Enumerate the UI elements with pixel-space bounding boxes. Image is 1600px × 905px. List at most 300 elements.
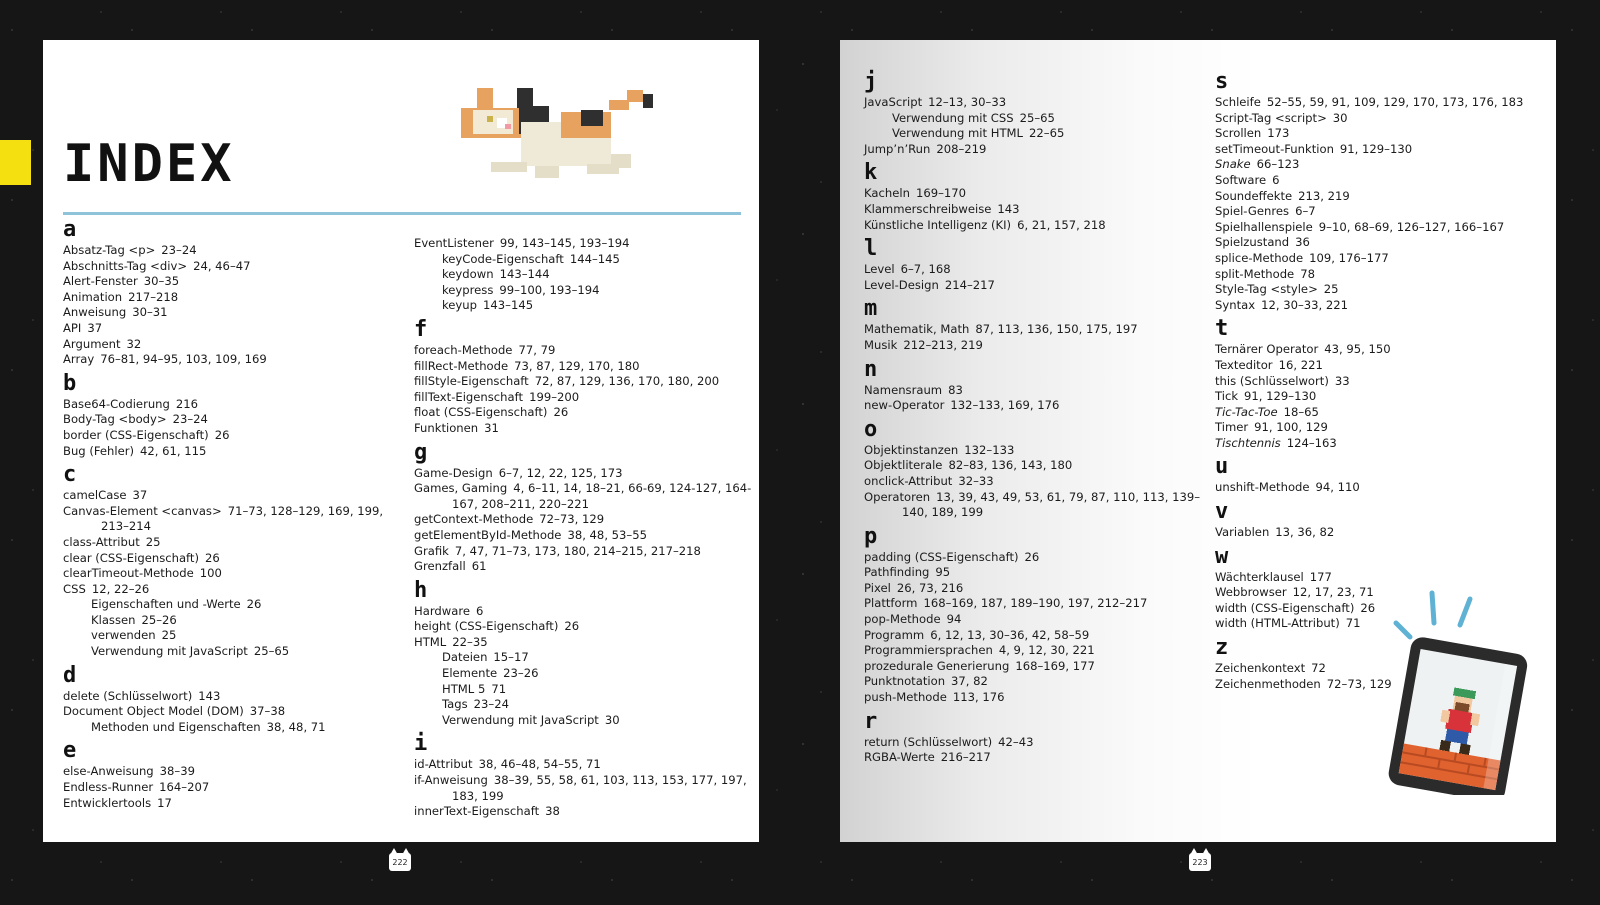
- index-section: [63, 372, 403, 459]
- entry-pages: 72–73, 129: [1326, 676, 1392, 691]
- index-subentry: [63, 644, 403, 660]
- index-entry: [864, 565, 1204, 581]
- entry-pages: 25: [161, 628, 177, 643]
- pixel-cat-illustration: [461, 84, 673, 184]
- entry-pages: 95: [935, 565, 951, 580]
- entry-pages: 77, 79: [518, 342, 556, 357]
- index-subentry: [414, 252, 754, 268]
- entry-pages: 26: [553, 405, 569, 420]
- section-letter: o: [864, 416, 878, 442]
- section-letter: r: [864, 708, 878, 734]
- index-entry: [1215, 126, 1545, 142]
- section-letter: k: [864, 160, 878, 186]
- entry-term: Argument: [63, 336, 121, 351]
- entry-pages: 72–73, 129: [539, 512, 605, 527]
- index-entry: [63, 352, 403, 368]
- index-entry: [63, 689, 403, 705]
- entry-pages: 144–145: [569, 251, 620, 266]
- entry-pages: 83: [948, 382, 963, 397]
- index-entry: [864, 659, 1204, 675]
- entry-term: Programm: [864, 627, 925, 642]
- entry-pages: 13, 39, 43, 49, 53, 61, 79, 87, 110, 113, 139–140, 189, 199: [902, 489, 1201, 520]
- entry-pages: 4, 9, 12, 30, 221: [998, 643, 1095, 658]
- entry-pages: 168–169, 177: [1015, 658, 1095, 673]
- entry-pages: 30: [604, 712, 620, 727]
- index-entry: [1215, 405, 1545, 421]
- entry-term: Spielzustand: [1215, 235, 1290, 250]
- index-entry: [63, 274, 403, 290]
- index-subentry: [414, 650, 754, 666]
- entry-pages: 37, 82: [951, 674, 988, 689]
- index-entry: [864, 142, 1204, 158]
- cat-head-page-badge: 223: [1189, 853, 1211, 871]
- entry-term: split-Methode: [1215, 266, 1295, 281]
- entry-term: Spiel-Genres: [1215, 204, 1290, 219]
- entry-pages: 25–65: [253, 644, 290, 659]
- entry-pages: 31: [484, 420, 499, 435]
- index-entry: [414, 466, 754, 482]
- entry-term: Verwendung mit CSS: [892, 110, 1014, 125]
- index-entry: [63, 305, 403, 321]
- entry-pages: 26: [246, 597, 262, 612]
- index-entry: [63, 488, 403, 504]
- entry-pages: 38, 46–48, 54–55, 71: [478, 757, 601, 772]
- index-entry: [1215, 480, 1545, 496]
- entry-term: EventListener: [414, 236, 494, 250]
- entry-term: Grafik: [414, 543, 449, 558]
- entry-pages: 6, 21, 157, 218: [1017, 217, 1106, 232]
- index-entry: [864, 490, 1204, 521]
- entry-term: unshift-Methode: [1215, 480, 1310, 495]
- index-subentry: [414, 697, 754, 713]
- entry-pages: 99–100, 193–194: [499, 282, 600, 297]
- section-letter: j: [864, 69, 878, 94]
- entry-term: Verwendung mit JavaScript: [442, 712, 599, 727]
- entry-pages: 43, 95, 150: [1324, 342, 1391, 357]
- entry-term: CSS: [63, 581, 86, 596]
- entry-term: Variablen: [1215, 525, 1270, 540]
- entry-term: Pathfinding: [864, 565, 930, 580]
- index-subentry: [414, 267, 754, 283]
- index-entry: [864, 628, 1204, 644]
- index-entry: [864, 322, 1204, 338]
- index-entry: [1215, 282, 1545, 298]
- entry-term: Methoden und Eigenschaften: [91, 719, 261, 734]
- entry-pages: 6, 12, 13, 30–36, 42, 58–59: [930, 627, 1090, 642]
- section-letter: c: [63, 462, 77, 488]
- entry-term: Grenzfall: [414, 559, 466, 574]
- entry-term: Bug (Fehler): [63, 443, 135, 458]
- entry-term: Array: [63, 352, 95, 367]
- entry-pages: 66–123: [1256, 157, 1300, 172]
- entry-pages: 36: [1295, 235, 1310, 250]
- entry-pages: 212–213, 219: [903, 337, 983, 352]
- entry-term: Zeichenmethoden: [1215, 676, 1321, 691]
- entry-term: clear (CSS-Eigenschaft): [63, 550, 200, 565]
- entry-pages: 143–145: [483, 298, 534, 313]
- entry-term: this (Schlüsselwort): [1215, 373, 1329, 388]
- index-entry: [864, 643, 1204, 659]
- index-entry: [1215, 374, 1545, 390]
- entry-term: Tic-Tac-Toe: [1215, 404, 1278, 419]
- index-subentry: [864, 111, 1204, 127]
- entry-term: Verwendung mit HTML: [892, 126, 1024, 141]
- entry-pages: 6: [475, 603, 484, 618]
- index-entry: [1215, 525, 1545, 541]
- index-entry: [864, 262, 1204, 278]
- entry-pages: 94, 110: [1315, 480, 1360, 495]
- index-section: [1215, 317, 1545, 451]
- section-letter: a: [63, 217, 77, 242]
- index-entry: [414, 390, 754, 406]
- index-entry: [864, 218, 1204, 234]
- index-section: [414, 579, 754, 729]
- index-entry: [1215, 436, 1545, 452]
- section-letter: g: [414, 439, 428, 465]
- index-entry: [864, 735, 1204, 751]
- index-entry: [1215, 389, 1545, 405]
- entry-term: fillStyle-Eigenschaft: [414, 374, 529, 389]
- index-entry: [414, 619, 754, 635]
- index-subentry: [63, 597, 403, 613]
- index-entry: [1215, 142, 1545, 158]
- entry-pages: 4, 6–11, 14, 18–21, 66-69, 124-127, 164-167, 208–211, 220–221: [452, 481, 752, 511]
- entry-term: Games, Gaming: [414, 481, 508, 496]
- index-section: [414, 236, 754, 314]
- entry-term: border (CSS-Eigenschaft): [63, 427, 209, 442]
- index-subentry: [414, 298, 754, 314]
- entry-pages: 76–81, 94–95, 103, 109, 169: [100, 352, 267, 367]
- index-section: [414, 732, 754, 819]
- title-divider: [63, 212, 741, 215]
- entry-term: Webbrowser: [1215, 585, 1287, 600]
- index-entry: [1215, 157, 1545, 173]
- section-letter: t: [1215, 316, 1229, 342]
- entry-term: width (CSS-Eigenschaft): [1215, 600, 1355, 615]
- entry-term: Alert-Fenster: [63, 274, 138, 289]
- entry-pages: 17: [157, 795, 172, 810]
- index-entry: [1215, 204, 1545, 220]
- index-section: [63, 463, 403, 660]
- entry-term: RGBA-Werte: [864, 750, 935, 765]
- entry-pages: 72: [1311, 661, 1326, 676]
- entry-pages: 26, 73, 216: [896, 580, 964, 595]
- entry-pages: 71–73, 128–129, 169, 199, 213–214: [101, 503, 384, 534]
- entry-term: class-Attribut: [63, 534, 140, 549]
- index-entry: [1215, 420, 1545, 436]
- index-entry: [63, 259, 403, 275]
- index-entry: [864, 474, 1204, 490]
- index-subentry: [864, 126, 1204, 142]
- entry-pages: 32–33: [958, 473, 994, 488]
- entry-term: Namensraum: [864, 382, 943, 397]
- entry-term: Eigenschaften und -Werte: [91, 597, 241, 612]
- entry-term: Absatz-Tag <p>: [63, 243, 156, 257]
- entry-pages: 91, 129–130: [1339, 141, 1413, 156]
- entry-pages: 173: [1267, 126, 1290, 141]
- entry-term: onclick-Attribut: [864, 473, 953, 488]
- entry-term: API: [63, 320, 82, 335]
- index-entry: [63, 582, 403, 598]
- entry-term: Funktionen: [414, 420, 479, 435]
- yellow-bookmark-tab: [0, 140, 31, 185]
- entry-pages: 16, 221: [1278, 357, 1323, 372]
- entry-term: fillRect-Methode: [414, 358, 509, 373]
- entry-pages: 23–26: [503, 666, 539, 681]
- entry-pages: 217–218: [128, 289, 179, 304]
- index-subentry: [414, 283, 754, 299]
- entry-pages: 30–31: [132, 305, 168, 320]
- entry-term: height (CSS-Eigenschaft): [414, 619, 559, 634]
- entry-term: Body-Tag <body>: [63, 412, 167, 427]
- entry-term: id-Attribut: [414, 757, 473, 772]
- entry-pages: 23–24: [473, 697, 509, 712]
- index-entry: [864, 458, 1204, 474]
- entry-pages: 73, 87, 129, 170, 180: [514, 358, 640, 373]
- section-letter: m: [864, 296, 878, 322]
- index-section: [864, 418, 1204, 521]
- entry-term: verwenden: [91, 628, 156, 643]
- index-entry: [63, 796, 403, 812]
- entry-term: JavaScript: [864, 95, 923, 109]
- entry-pages: 91, 100, 129: [1254, 420, 1328, 435]
- index-entry: [63, 551, 403, 567]
- entry-pages: 6–7: [1295, 204, 1316, 219]
- entry-term: Schleife: [1215, 95, 1261, 109]
- entry-pages: 24, 46–47: [193, 258, 251, 273]
- entry-pages: 42, 61, 115: [140, 443, 207, 458]
- entry-term: Mathematik, Math: [864, 322, 970, 337]
- entry-term: Texteditor: [1215, 357, 1273, 372]
- entry-pages: 113, 176: [952, 690, 1005, 705]
- entry-pages: 208–219: [936, 141, 987, 156]
- entry-term: padding (CSS-Eigenschaft): [864, 549, 1019, 564]
- index-entry: [63, 704, 403, 720]
- section-letter: b: [63, 370, 77, 396]
- entry-pages: 71: [1345, 616, 1361, 631]
- entry-pages: 12, 17, 23, 71: [1292, 585, 1374, 600]
- index-entry: [414, 559, 754, 575]
- index-entry: [63, 290, 403, 306]
- index-entry: [63, 397, 403, 413]
- section-letter: s: [1215, 69, 1229, 94]
- index-entry: [63, 412, 403, 428]
- entry-pages: 22–35: [452, 634, 488, 649]
- section-letter: w: [1215, 543, 1229, 569]
- index-entry: [864, 398, 1204, 414]
- entry-term: Pixel: [864, 580, 891, 595]
- entry-term: HTML 5: [442, 681, 486, 696]
- entry-term: Tischtennis: [1215, 435, 1281, 450]
- entry-term: Entwicklertools: [63, 795, 152, 810]
- index-entry: [414, 421, 754, 437]
- entry-pages: 82–83, 136, 143, 180: [948, 458, 1073, 473]
- entry-pages: 12, 30–33, 221: [1261, 297, 1349, 312]
- index-entry: [414, 481, 754, 512]
- entry-term: Objektliterale: [864, 458, 943, 473]
- entry-term: fillText-Eigenschaft: [414, 389, 524, 404]
- entry-term: Endless-Runner: [63, 780, 154, 795]
- page-title: INDEX: [63, 134, 235, 194]
- entry-term: Style-Tag <style>: [1215, 282, 1318, 297]
- entry-term: Ternärer Operator: [1215, 342, 1319, 357]
- entry-term: getContext-Methode: [414, 512, 534, 527]
- entry-term: Level: [864, 262, 895, 277]
- entry-term: float (CSS-Eigenschaft): [414, 405, 548, 420]
- index-entry: [864, 338, 1204, 354]
- entry-pages: 30: [1332, 110, 1348, 125]
- entry-term: foreach-Methode: [414, 342, 513, 357]
- index-entry: [1215, 173, 1545, 189]
- entry-pages: 32: [126, 336, 142, 351]
- entry-term: HTML: [414, 634, 447, 649]
- entry-pages: 99, 143–145, 193–194: [499, 236, 630, 250]
- entry-term: splice-Methode: [1215, 250, 1304, 265]
- index-entry: [63, 535, 403, 551]
- index-entry: [63, 566, 403, 582]
- index-entry: [414, 236, 754, 252]
- entry-pages: 33: [1334, 373, 1350, 388]
- section-letter: l: [864, 236, 878, 262]
- entry-term: Klammerschreibweise: [864, 201, 992, 216]
- index-entry: [63, 504, 403, 535]
- entry-pages: 26: [214, 427, 230, 442]
- entry-pages: 6–7, 12, 22, 125, 173: [498, 465, 623, 480]
- entry-term: Elemente: [442, 666, 498, 681]
- entry-term: Plattform: [864, 596, 918, 611]
- index-section: [864, 70, 1204, 157]
- entry-pages: 12–13, 30–33: [928, 95, 1007, 109]
- entry-term: keypress: [442, 282, 494, 297]
- index-entry: [864, 581, 1204, 597]
- entry-pages: 25–65: [1019, 110, 1055, 125]
- entry-term: Operatoren: [864, 489, 931, 504]
- entry-term: new-Operator: [864, 398, 945, 413]
- entry-pages: 22–65: [1029, 126, 1065, 141]
- entry-term: Objektinstanzen: [864, 442, 959, 457]
- entry-term: Scrollen: [1215, 126, 1262, 141]
- entry-pages: 38, 48, 71: [266, 719, 326, 734]
- index-section: [864, 710, 1204, 766]
- entry-term: return (Schlüsselwort): [864, 734, 993, 749]
- entry-term: keyCode-Eigenschaft: [442, 251, 564, 266]
- section-letter: z: [1215, 635, 1229, 661]
- entry-term: Klassen: [91, 612, 136, 627]
- entry-pages: 109, 176–177: [1309, 250, 1389, 265]
- index-entry: [864, 596, 1204, 612]
- entry-term: Level-Design: [864, 277, 939, 292]
- entry-term: Software: [1215, 172, 1267, 187]
- index-section: [1215, 70, 1545, 313]
- index-entry: [864, 674, 1204, 690]
- entry-term: Künstliche Intelligenz (KI): [864, 217, 1012, 232]
- entry-term: Punktnotation: [864, 674, 946, 689]
- cat-head-page-badge: 222: [389, 853, 411, 871]
- index-subentry: [414, 713, 754, 729]
- entry-pages: 52–55, 59, 91, 109, 129, 170, 173, 176, 183: [1266, 95, 1524, 109]
- index-subentry: [414, 682, 754, 698]
- entry-pages: 87, 113, 136, 150, 175, 197: [975, 322, 1138, 337]
- entry-term: Tick: [1215, 389, 1239, 404]
- entry-pages: 38–39: [159, 764, 195, 779]
- entry-pages: 164–207: [159, 780, 210, 795]
- index-entry: [864, 186, 1204, 202]
- entry-pages: 38: [545, 804, 560, 819]
- index-section: [864, 358, 1204, 414]
- entry-pages: 26: [205, 550, 220, 565]
- entry-term: Soundeffekte: [1215, 188, 1293, 203]
- entry-pages: 143: [198, 688, 221, 703]
- entry-pages: 78: [1300, 266, 1315, 281]
- entry-term: Programmiersprachen: [864, 643, 993, 658]
- entry-term: Hardware: [414, 603, 470, 618]
- index-entry: [414, 359, 754, 375]
- entry-pages: 18–65: [1283, 404, 1319, 419]
- entry-pages: 216–217: [940, 750, 991, 765]
- index-entry: [864, 690, 1204, 706]
- entry-pages: 143: [997, 201, 1020, 216]
- index-entry: [1215, 298, 1545, 314]
- entry-term: Kacheln: [864, 186, 910, 201]
- index-entry: [63, 321, 403, 337]
- index-entry: [1215, 95, 1545, 111]
- entry-pages: 216: [175, 396, 199, 411]
- index-entry: [414, 773, 754, 804]
- entry-term: else-Anweisung: [63, 764, 154, 779]
- entry-term: Document Object Model (DOM): [63, 704, 244, 719]
- index-entry: [1215, 235, 1545, 251]
- entry-term: Game-Design: [414, 465, 493, 480]
- index-section: [414, 441, 754, 575]
- index-section: [864, 297, 1204, 353]
- entry-pages: 132–133: [964, 442, 1015, 457]
- entry-pages: 214–217: [944, 277, 995, 292]
- entry-term: keydown: [442, 267, 494, 282]
- entry-pages: 30–35: [143, 274, 180, 289]
- entry-pages: 124–163: [1286, 435, 1337, 450]
- entry-term: pop-Methode: [864, 612, 941, 627]
- entry-term: if-Anweisung: [414, 773, 488, 788]
- entry-term: camelCase: [63, 488, 127, 503]
- entry-pages: 213, 219: [1298, 188, 1350, 203]
- entry-pages: 7, 47, 71–73, 173, 180, 214–215, 217–218: [454, 543, 701, 558]
- entry-pages: 37: [87, 320, 103, 335]
- entry-pages: 25–26: [141, 612, 177, 627]
- section-letter: e: [63, 738, 77, 764]
- entry-term: Tags: [442, 697, 468, 712]
- index-entry: [864, 550, 1204, 566]
- entry-pages: 94: [946, 612, 962, 627]
- entry-pages: 37–38: [249, 704, 286, 719]
- index-entry: [63, 444, 403, 460]
- entry-pages: 169–170: [915, 186, 966, 201]
- entry-pages: 12, 22–26: [91, 581, 150, 596]
- index-entry: [1215, 111, 1545, 127]
- index-entry: [864, 383, 1204, 399]
- entry-pages: 132–133, 169, 176: [950, 398, 1060, 413]
- index-entry: [864, 278, 1204, 294]
- index-section: [864, 525, 1204, 706]
- entry-pages: 13, 36, 82: [1275, 525, 1335, 540]
- index-entry: [1215, 342, 1545, 358]
- index-entry: [414, 512, 754, 528]
- entry-pages: 26: [1024, 549, 1040, 564]
- section-letter: f: [414, 316, 428, 342]
- entry-term: Jump’n’Run: [864, 141, 931, 156]
- tablet-game-illustration: [1370, 585, 1530, 795]
- index-entry: [63, 243, 403, 259]
- index-entry: [63, 428, 403, 444]
